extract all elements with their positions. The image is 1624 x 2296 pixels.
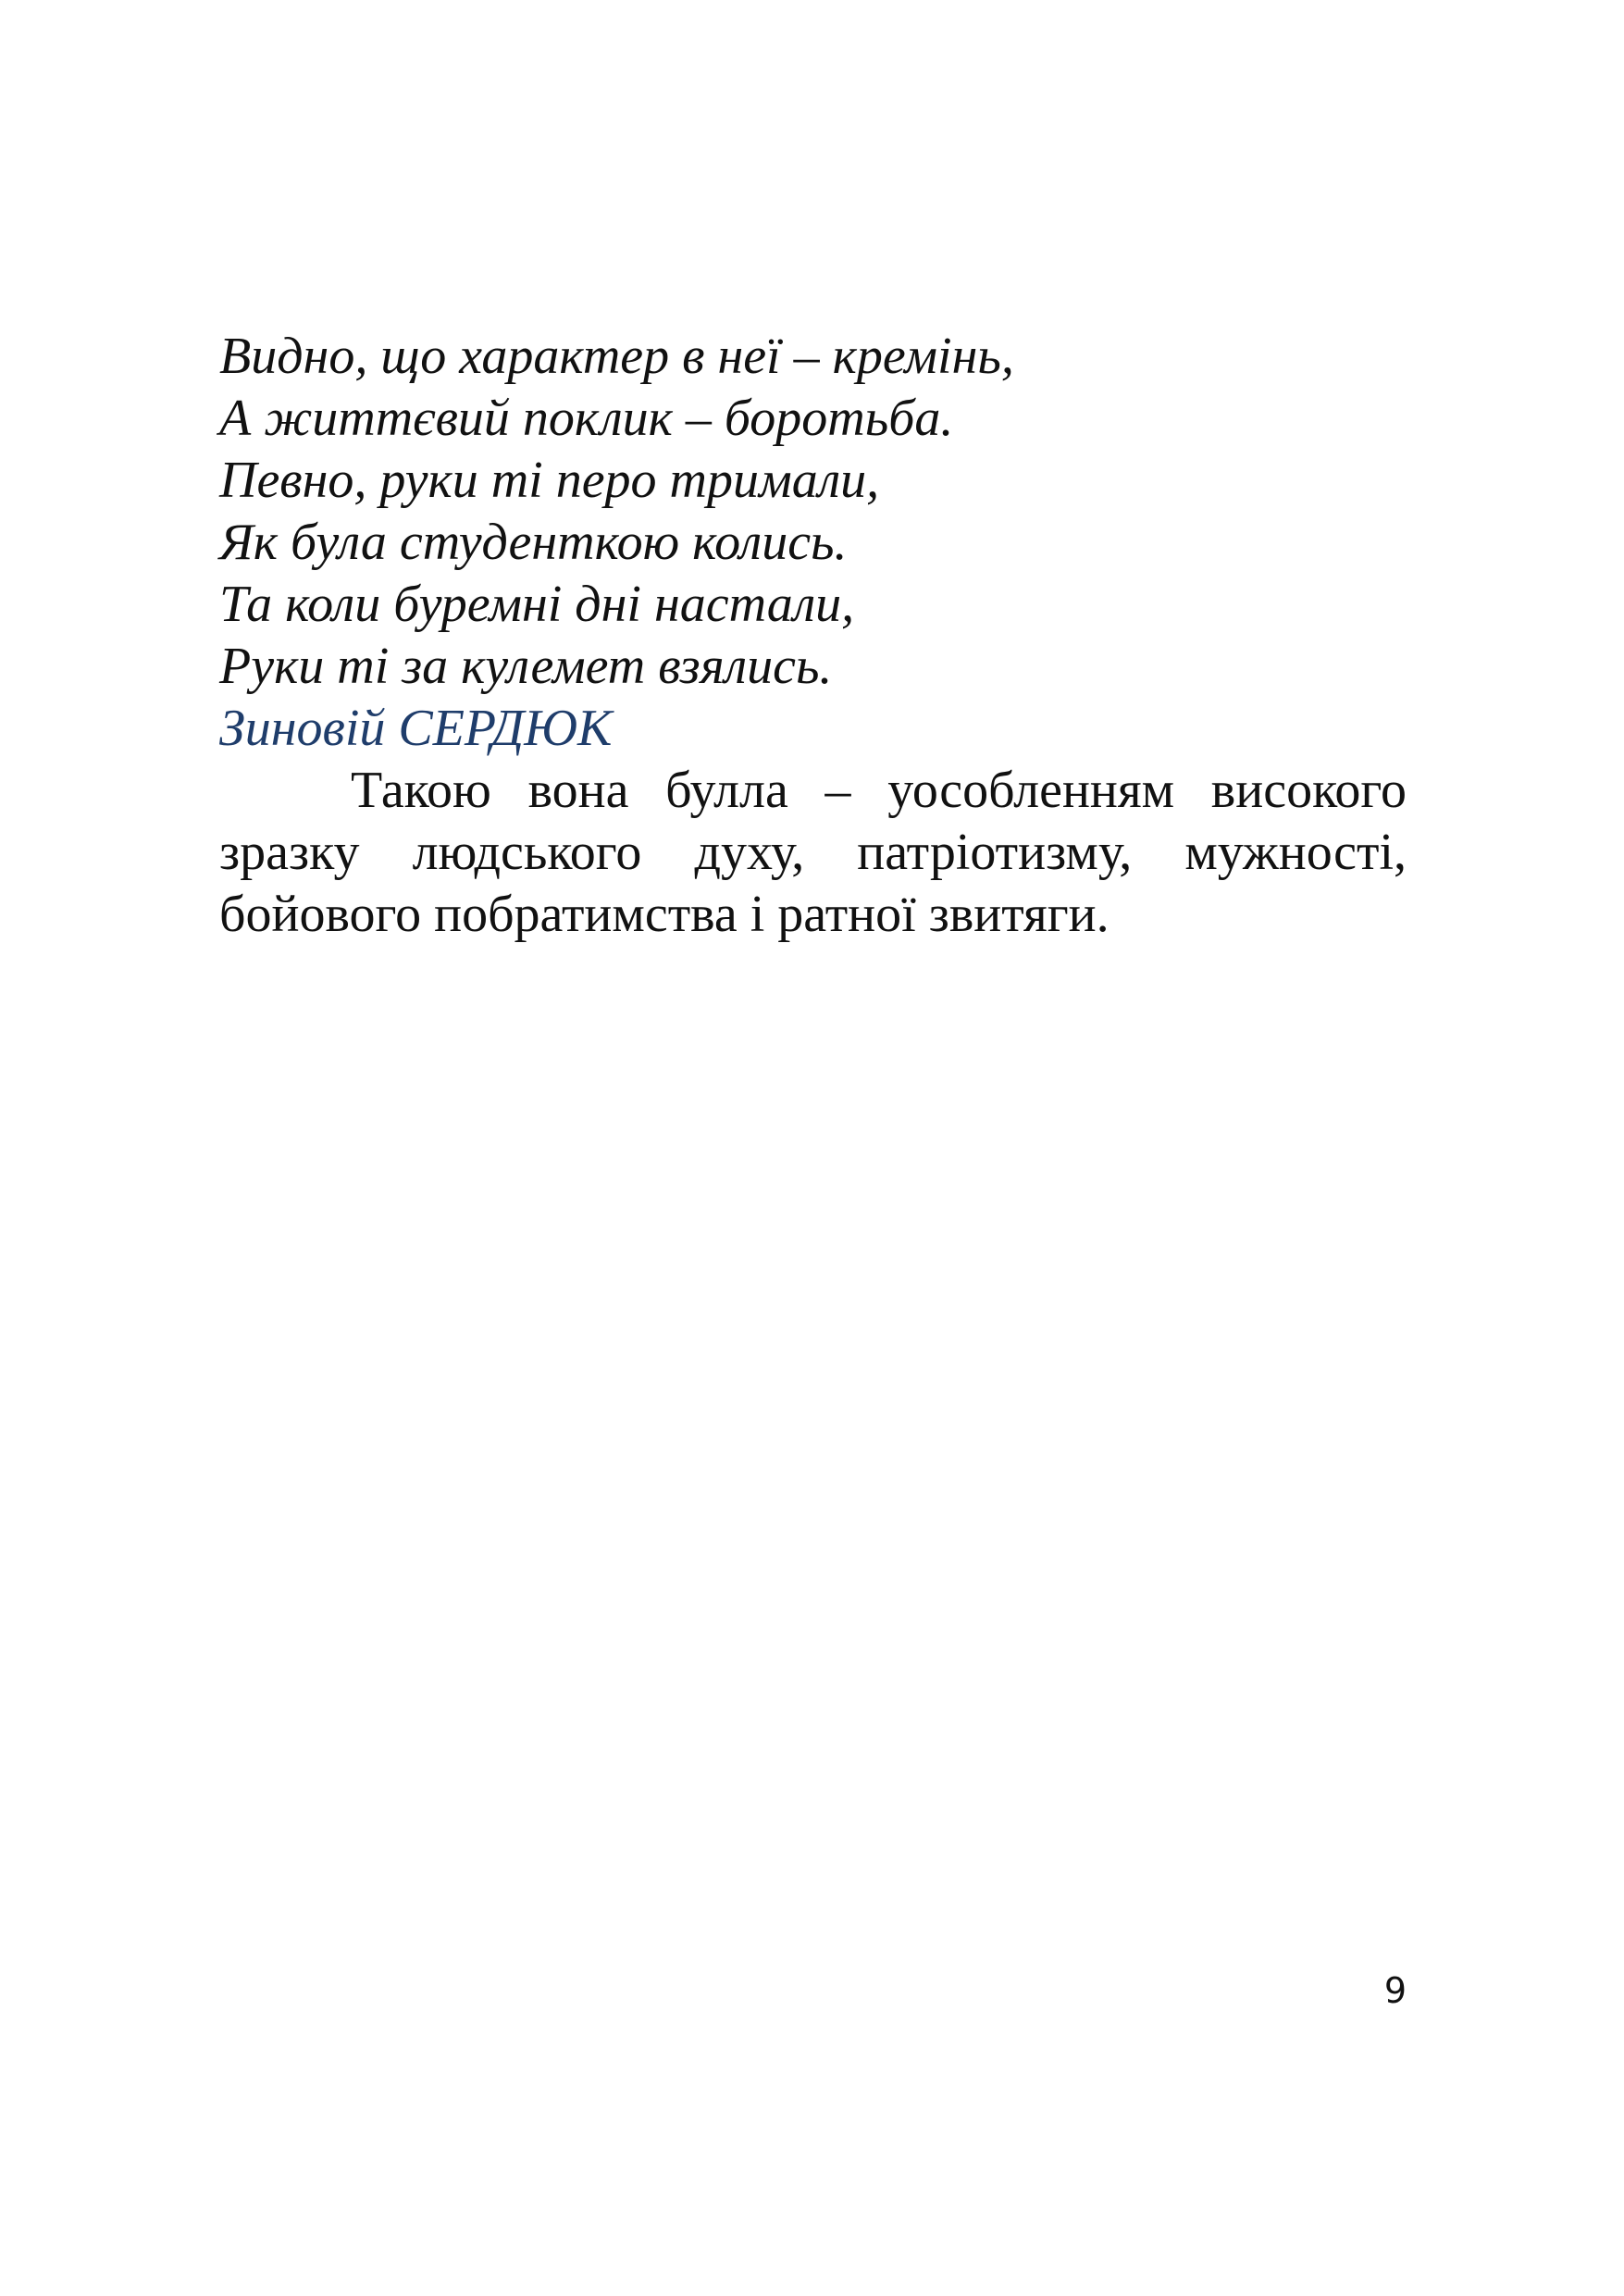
page-content: [219, 326, 1407, 946]
poem-line: Видно, що характер в неї – кремінь,: [219, 328, 1014, 385]
poem-line: Та коли буремні дні настали,: [219, 576, 855, 633]
page-number: 9: [1383, 1970, 1407, 2011]
poem-line: А життєвий поклик – боротьба.: [219, 390, 954, 447]
poem-line: Як була студенткою колись.: [219, 514, 848, 571]
poem-line: Руки ті за кулемет взялись.: [219, 638, 833, 695]
body-paragraph: Такою вона булла – уособленням високого зразку людського духу, патріотизму, мужності, бойового побратимства і ратної звитяги.: [219, 762, 1407, 943]
poem: [219, 326, 1407, 698]
poem-line: Певно, руки ті перо тримали,: [219, 452, 880, 509]
poem-author: Зиновій СЕРДЮК: [219, 700, 613, 757]
